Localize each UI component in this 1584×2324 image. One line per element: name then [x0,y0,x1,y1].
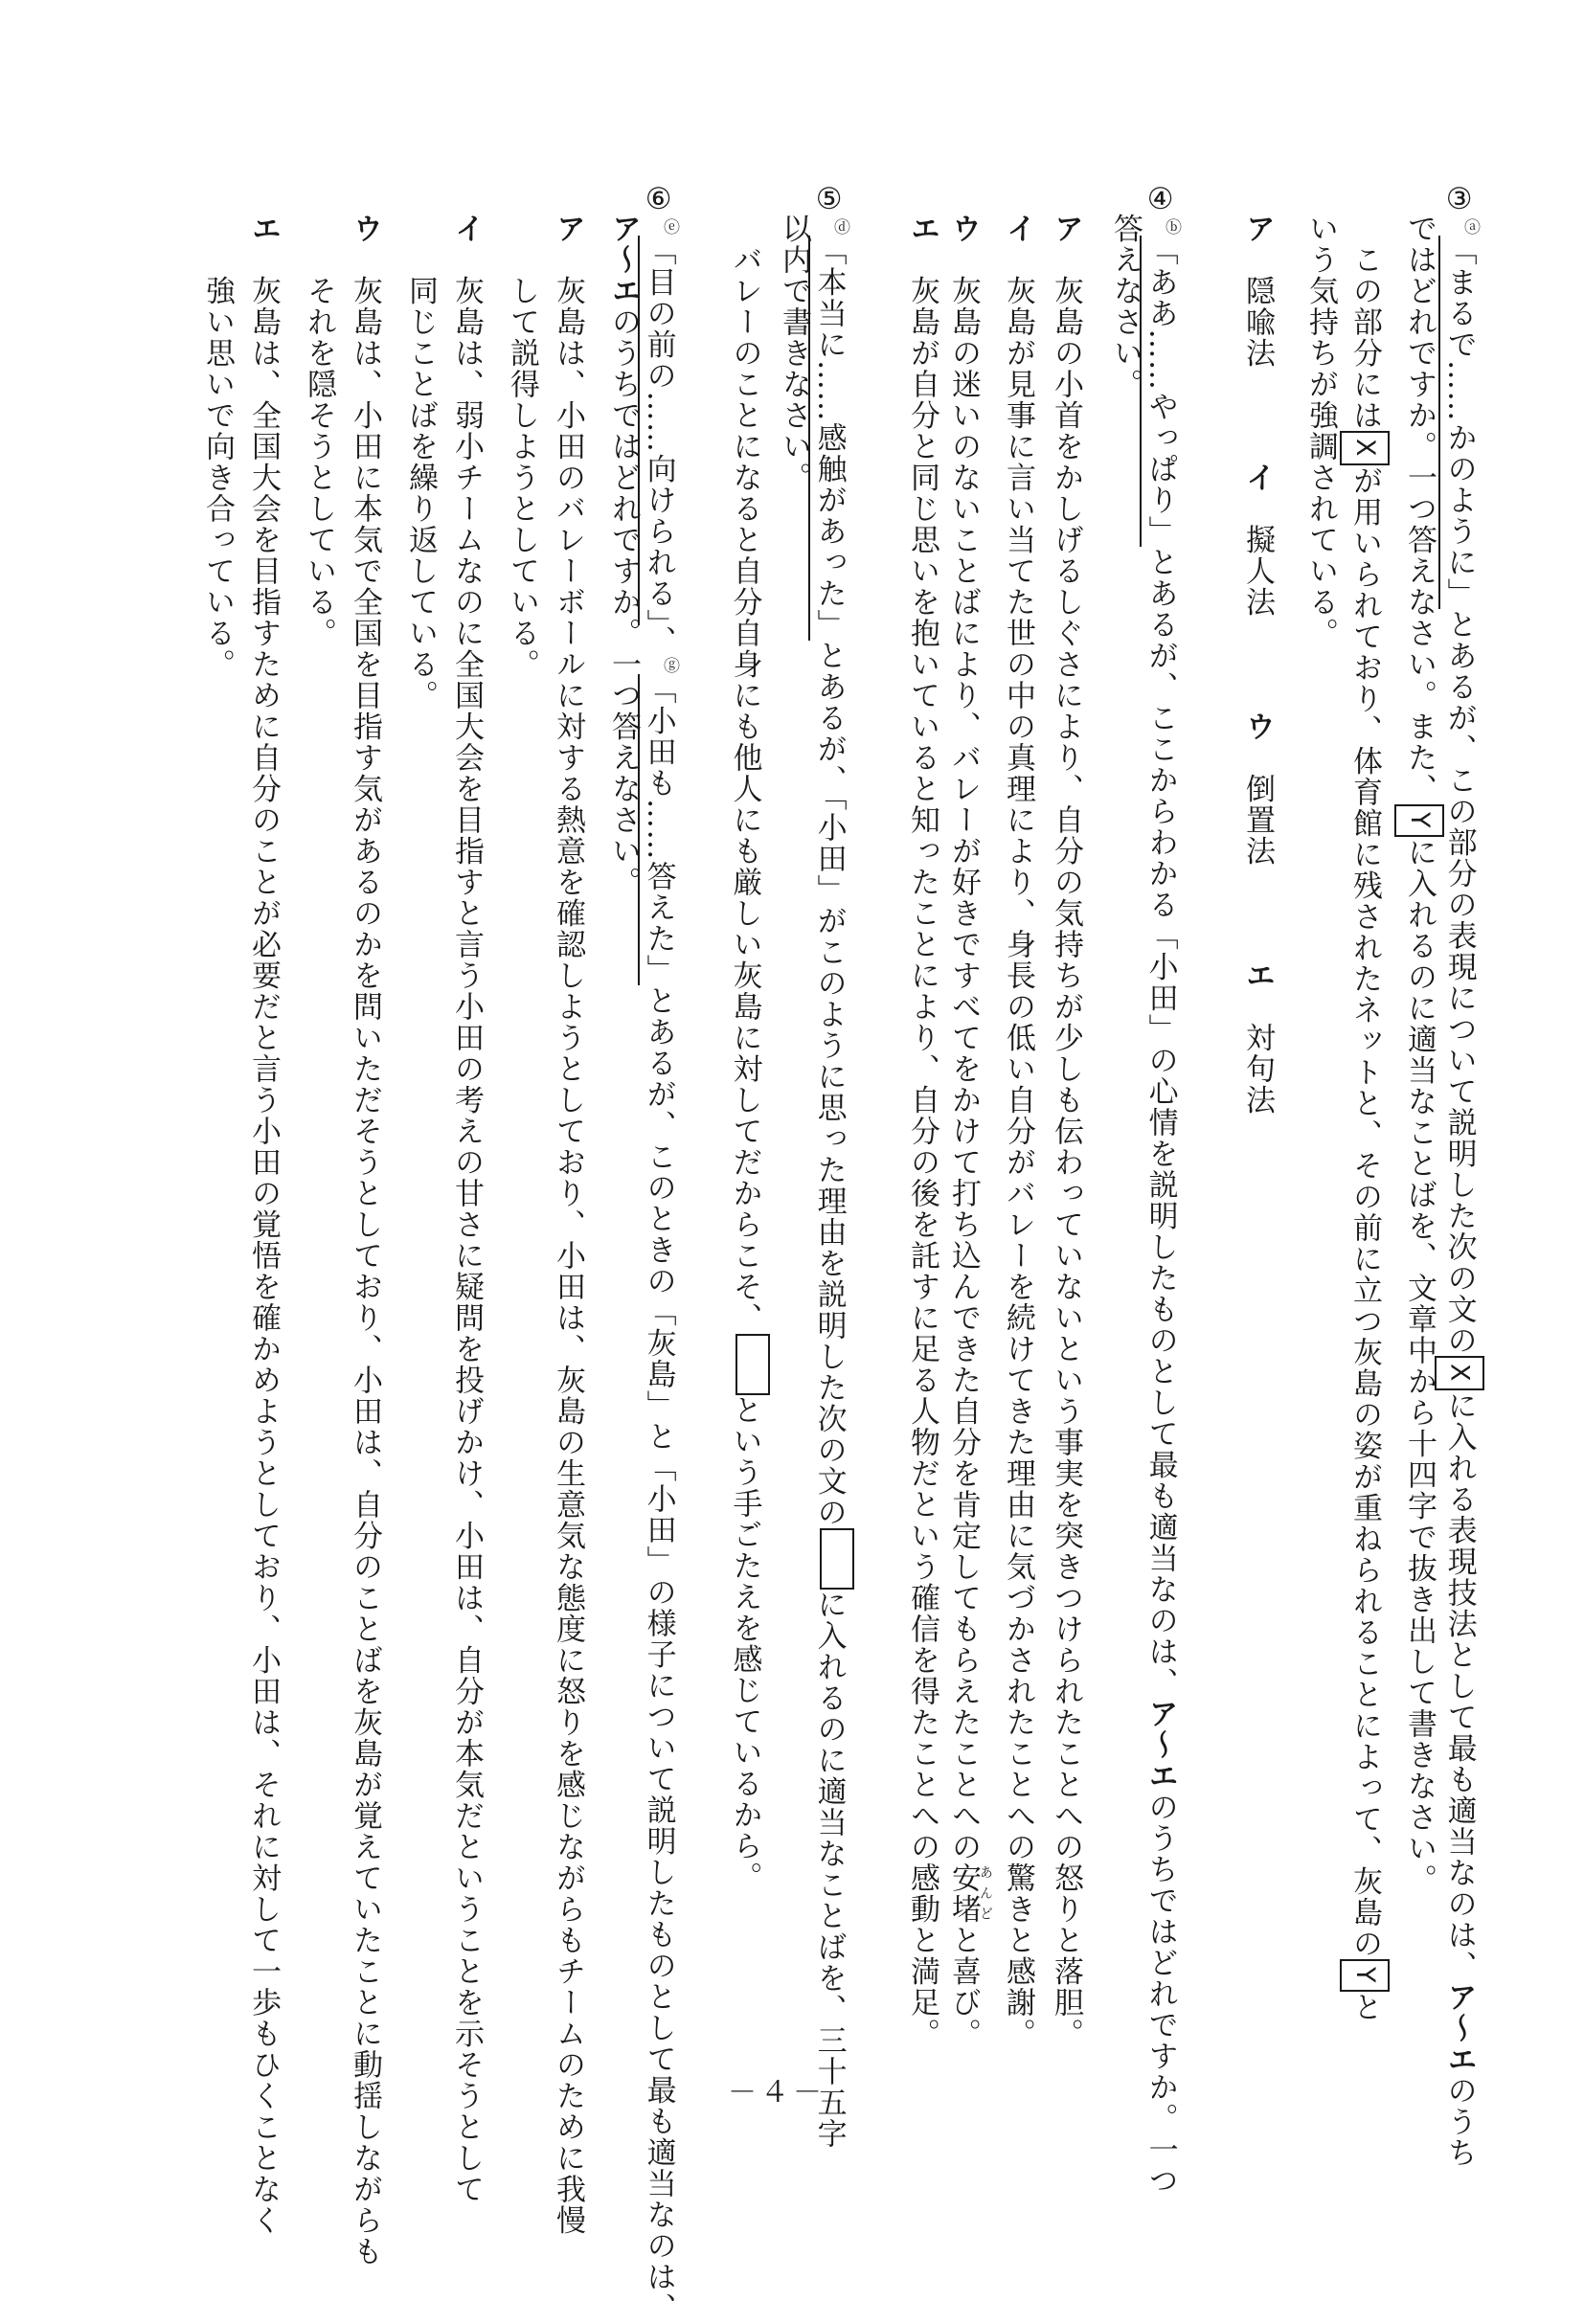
q5-l2: 以内で書きなさい。 [777,213,811,493]
q5-line-3 [723,182,771,1893]
q3-l3c: と [1347,1992,1382,2023]
q3-text-2: に入れる表現技法として最も適当なのは、 [1441,1390,1477,1982]
q3-text-1: とあるが、この部分の表現について説明した次の文の [1441,609,1477,1356]
q3-l2b: に入れるのに適当なことばを、文章中から十四字で抜き出して書きなさい。 [1402,837,1437,1895]
q5-line-2 [772,182,816,493]
q4-line-1 [1139,182,1193,2197]
q3-quote: 「まるで……かのように」 [1438,236,1477,609]
q6-choice-i-1 [444,182,488,2205]
q4-choice-u [941,182,992,2049]
q4-i-label: イ [1001,213,1035,244]
q3-choice-u-label: ウ [1240,711,1275,742]
q4-u-ruby-base: 安堵 [946,1862,981,1925]
q3-box-y-2: Y [1340,1959,1390,1992]
q6-choice-a-1 [546,182,590,2236]
q5-text-2: に入れるのに適当なことばを、三十五字 [811,1589,847,2150]
q4-a-label: ア [1049,213,1083,244]
q3-l4: いう気持ちが強調されている。 [1303,213,1338,649]
q6-range: ア～エ [606,213,641,306]
q6-l2: のうちではどれですか。一つ答えなさい。 [606,306,641,898]
q6-sep: 、 [641,625,676,657]
q6-quote-1: 「目の前の……向けられる」 [638,236,676,625]
q3-line-2 [1394,182,1444,1895]
q4-text-1: とあるが、ここからわかる「小田」の心情を説明したものとして最も適当なのは、 [1143,547,1178,1699]
q4-line-2 [1103,182,1147,400]
q3-choice-a: 隠喩法 [1240,275,1275,369]
q6-choice-a-2 [500,182,544,680]
q6-text-1: とあるが、このときの「灰島」と「小田」の様子について説明したものとして最も適当なのは、 [641,985,676,2324]
q6-a-text-1: 灰島は、小田のバレーボールに対する熱意を確認しようとしており、小田は、灰島の生意気な態度に怒りを感じながらもチームのために我慢 [551,275,585,2236]
q4-range: ア～エ [1143,1698,1178,1792]
q6-choice-e-1 [241,182,285,2236]
q3-box-x: X [1435,1356,1484,1390]
q6-a-label: ア [551,213,585,244]
q5-blank-2 [735,1334,770,1395]
q6-u-text-1: 灰島は、小田に本気で全国を目指す気があるのかを問いただそうとしており、小田は、自分のことばを灰島が覚えていたことに動揺しながらも [348,275,382,2268]
q4-text-2: のうちではどれですか。一つ [1143,1792,1178,2197]
q3-choice-e: 対句法 [1240,1022,1275,1116]
mark-d: ⓓ [830,217,849,236]
q4-u-text-2: と喜び。 [946,1925,981,2049]
q4-u-ruby [946,1862,993,1925]
q4-choice-e [900,182,944,2049]
q6-choice-u-2 [297,182,341,649]
q6-u-text-2: それを隠そうとしている。 [302,275,336,649]
q3-l3a: この部分には [1347,213,1382,431]
q3-l3b: が用いられており、体育館に残されたネットと、その前に立つ灰島の姿が重ねられることによって、灰島の [1347,465,1382,1959]
q4-quote: 「ああ……やっぱり」 [1140,236,1178,547]
q3-choice-u: 倒置法 [1240,773,1275,867]
q6-quote-2: 「小田も……答えた」 [638,674,676,985]
page-number: －４－ [728,2076,826,2110]
mark-g: ⓖ [660,656,679,674]
q4-e-label: エ [905,213,939,244]
q4-u-text-1: 灰島の迷いのないことばにより、バレーが好きですべてをかけて打ち込んできた自分を肯定してもらえたことへの [946,275,981,1862]
q6-choice-i-2 [398,182,442,711]
q4-choice-i [996,182,1040,2049]
mark-e: ⓔ [660,217,679,236]
q4-l2: 答えなさい。 [1108,213,1143,400]
q6-i-label: イ [449,213,484,244]
q3-line-4 [1299,182,1343,649]
q6-u-label: ウ [348,213,382,244]
q3-choice-i-label: イ [1240,462,1275,493]
q6-choice-u-1 [343,182,387,2268]
q3-choices [1235,182,1279,1116]
q5-quote: 「本当に……感触があった」 [808,236,847,641]
q6-a-text-2: して説得しようとしている。 [505,275,539,680]
q6-i-text-2: 同じことばを繰り返している。 [403,275,438,711]
q3-text-3: のうち [1441,2075,1477,2169]
q6-e-label: エ [246,213,281,244]
q3-number: ③ [1441,182,1477,218]
q5-l3b: という手ごたえを感じているから。 [727,1394,762,1893]
mark-a: ⓐ [1460,217,1480,236]
q5-number: ⑤ [811,182,847,218]
q6-e-text-2: 強い思いで向き合っている。 [200,275,235,680]
q4-number: ④ [1143,182,1178,218]
q6-i-text-1: 灰島は、弱小チームなのに全国大会を目指すと言う小田の考えの甘さに疑問を投げかけ、小田は、自分が本気だということを示そうとして [449,275,484,2205]
q4-e-text: 灰島が自分と同じ思いを抱いていると知ったことにより、自分の後を託すに足る人物だという確信を得たことへの感動と満足。 [905,275,939,2049]
q3-box-x-2: X [1340,431,1390,465]
q3-choice-i: 擬人法 [1240,524,1275,618]
q3-choice-a-label: ア [1240,213,1275,244]
q3-l2a: ではどれですか。一つ答えなさい。また、 [1402,213,1437,804]
q4-u-label: ウ [946,213,981,244]
q5-blank [820,1528,854,1590]
q3-range: ア～エ [1441,1981,1477,2075]
q6-number: ⑥ [641,182,676,218]
q4-choice-a [1044,182,1088,2049]
q3-line-3 [1340,182,1390,2023]
q4-a-text: 灰島の小首をかしげるしぐさにより、自分の気持ちが少しも伝わっていないという事実を突きつけられたことへの怒りと落胆。 [1049,275,1083,2049]
q3-box-y: Y [1394,804,1444,837]
q5-l3a: バレーのことになると自分自身にも他人にも厳しい灰島に対してだからこそ、 [727,213,762,1334]
mark-b: ⓑ [1162,217,1181,236]
q4-i-text: 灰島が見事に言い当てた世の中の真理により、身長の低い自分がバレーを続けてきた理由に気づかされたことへの驚きと感謝。 [1001,275,1035,2049]
q3-choice-e-label: エ [1240,959,1275,991]
q4-u-ruby-text: あんど [978,1862,993,1925]
q6-line-2 [601,182,645,898]
q6-e-text-1: 灰島は、全国大会を目指すために自分のことが必要だと言う小田の覚悟を確かめようとしており、小田は、それに対して一歩もひくことなく [246,275,281,2236]
q6-choice-e-2 [195,182,239,680]
q5-text-1: とあるが、「小田」がこのように思った理由を説明した次の文の [811,640,847,1528]
